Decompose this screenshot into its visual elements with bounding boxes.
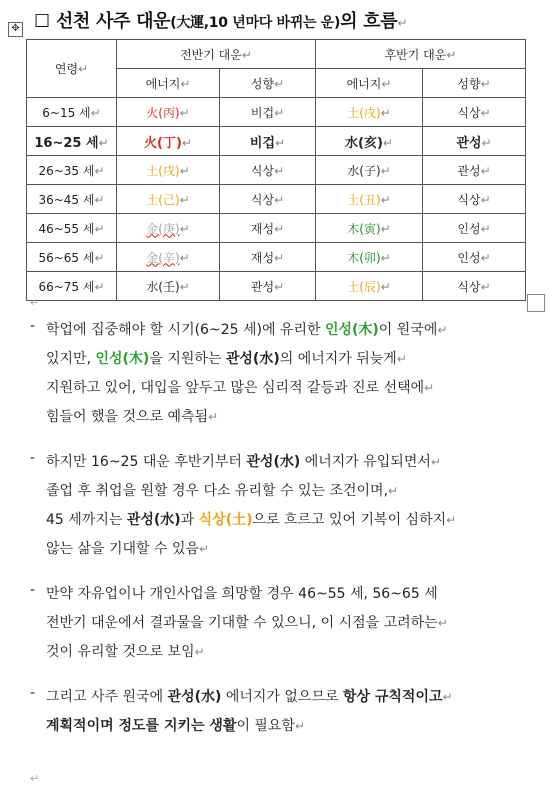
table-row bbox=[27, 98, 526, 127]
title-tail: 의 흐름 bbox=[340, 11, 398, 32]
tendency-cell-first: 식상↵ bbox=[220, 156, 316, 185]
energy-cell-first: 土(戌)↵ bbox=[117, 156, 220, 185]
energy-cell-first: 火(丙)↵ bbox=[117, 98, 220, 127]
energy-cell-second: 水(亥)↵ bbox=[316, 127, 423, 156]
energy-cell-second: 木(寅)↵ bbox=[316, 214, 423, 243]
tendency-cell-first: 관성↵ bbox=[220, 272, 316, 301]
energy-cell-first: 金(辛)↵ bbox=[117, 243, 220, 272]
title-sub: (大運,10 년마다 바뀌는 운) bbox=[170, 15, 341, 31]
tendency-cell-first: 비겁↵ bbox=[220, 127, 316, 156]
table-row bbox=[27, 243, 526, 272]
tendency-cell-second: 인성↵ bbox=[423, 214, 526, 243]
paragraph-1: - 학업에 집중해야 할 시기(6~25 세)에 유리한 인성(木)이 원국에↵ 있지만, 인성(木)을 지원하는 관성(水)의 에너지가 뒤늦게↵ 지원하고 있어, 대입을 앞두고 많은 심리적 갈등과 진로 선택에↵ 힘들어 했을 것으로 예측됨↵ bbox=[30, 318, 448, 425]
table-resize-handle[interactable] bbox=[527, 294, 545, 312]
first-half-header: 전반기 대운↵ bbox=[117, 40, 316, 69]
energy-cell-first: 水(壬)↵ bbox=[117, 272, 220, 301]
age-cell: 36~45 세↵ bbox=[27, 185, 117, 214]
document-body bbox=[30, 318, 542, 759]
paragraph-mark: ↵ bbox=[30, 296, 40, 309]
energy-header: 에너지↵ bbox=[316, 69, 423, 98]
age-cell: 16~25 세↵ bbox=[27, 127, 117, 156]
tendency-cell-first: 비겁↵ bbox=[220, 98, 316, 127]
tendency-header: 성향↵ bbox=[423, 69, 526, 98]
checkbox-icon: ☐ bbox=[34, 11, 50, 32]
energy-cell-first: 火(丁)↵ bbox=[117, 127, 220, 156]
tendency-cell-second: 식상↵ bbox=[423, 185, 526, 214]
energy-header: 에너지↵ bbox=[117, 69, 220, 98]
table-move-handle-icon[interactable]: ✥ bbox=[8, 22, 23, 37]
table-row bbox=[27, 214, 526, 243]
table-row bbox=[27, 156, 526, 185]
energy-cell-second: 土(戌)↵ bbox=[316, 98, 423, 127]
energy-cell-first: 土(己)↵ bbox=[117, 185, 220, 214]
title-main: 선천 사주 대운 bbox=[55, 11, 171, 32]
document-title bbox=[34, 7, 407, 33]
paragraph-3: - 만약 자유업이나 개인사업을 희망할 경우 46~55 세, 56~65 세 전반기 대운에서 결과물을 기대할 수 있으니, 이 시점을 고려하는↵ 것이 유리할 것으로 보임↵ bbox=[30, 582, 448, 660]
table-row bbox=[27, 185, 526, 214]
age-cell: 66~75 세↵ bbox=[27, 272, 117, 301]
end-paragraph-mark: ↵ bbox=[30, 772, 40, 785]
tendency-cell-second: 관성↵ bbox=[423, 127, 526, 156]
age-header: 연령↵ bbox=[27, 40, 117, 98]
energy-cell-second: 水(子)↵ bbox=[316, 156, 423, 185]
age-cell: 56~65 세↵ bbox=[27, 243, 117, 272]
tendency-cell-second: 관성↵ bbox=[423, 156, 526, 185]
tendency-cell-second: 식상↵ bbox=[423, 272, 526, 301]
paragraph-2: - 하지만 16~25 대운 후반기부터 관성(水) 에너지가 유입되면서↵ 졸업 후 취업을 원할 경우 다소 유리할 수 있는 조건이며,↵ 45 세까지는 관성(水)과 식상(土)으로 흐르고 있어 기복이 심하지↵ 않는 삶을 기대할 수 있음↵ bbox=[30, 450, 457, 557]
age-cell: 26~35 세↵ bbox=[27, 156, 117, 185]
second-half-header: 후반기 대운↵ bbox=[316, 40, 526, 69]
daeun-table bbox=[26, 39, 526, 301]
age-cell: 6~15 세↵ bbox=[27, 98, 117, 127]
tendency-cell-second: 식상↵ bbox=[423, 98, 526, 127]
tendency-cell-first: 재성↵ bbox=[220, 214, 316, 243]
tendency-cell-first: 식상↵ bbox=[220, 185, 316, 214]
age-cell: 46~55 세↵ bbox=[27, 214, 117, 243]
energy-cell-second: 土(辰)↵ bbox=[316, 272, 423, 301]
energy-cell-second: 木(卯)↵ bbox=[316, 243, 423, 272]
energy-cell-first: 金(庚)↵ bbox=[117, 214, 220, 243]
table-row bbox=[27, 127, 526, 156]
tendency-header: 성향↵ bbox=[220, 69, 316, 98]
paragraph-4: - 그리고 사주 원국에 관성(水) 에너지가 없으므로 항상 규칙적이고↵ 계획적이며 정도를 지키는 생활이 필요함↵ bbox=[30, 685, 453, 734]
table-row bbox=[27, 272, 526, 301]
tendency-cell-second: 인성↵ bbox=[423, 243, 526, 272]
tendency-cell-first: 재성↵ bbox=[220, 243, 316, 272]
paragraph-mark: ↵ bbox=[397, 16, 408, 30]
energy-cell-second: 土(丑)↵ bbox=[316, 185, 423, 214]
